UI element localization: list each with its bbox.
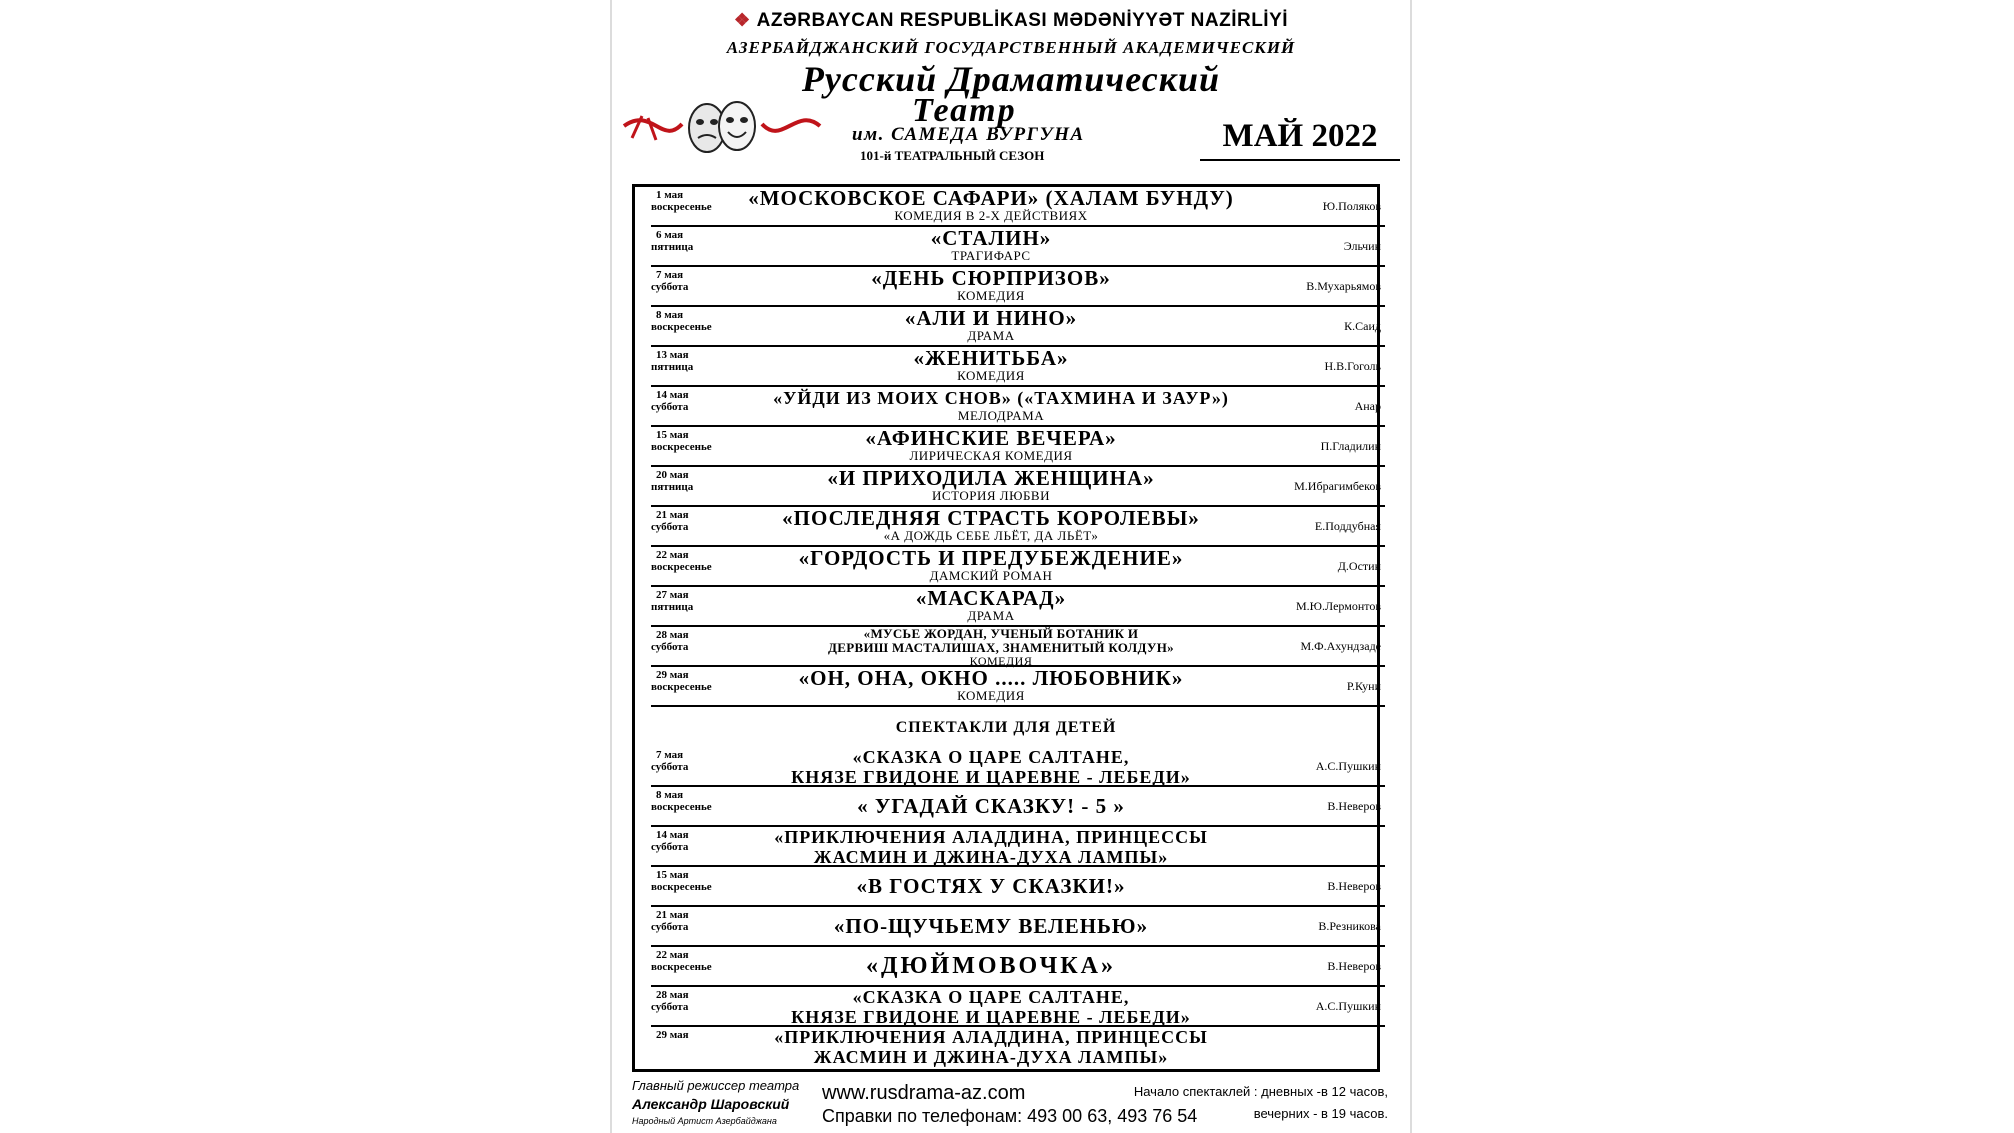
performance-date: 7 мая суббота <box>651 269 689 293</box>
performance-info <box>731 955 1251 977</box>
performance-info <box>731 227 1251 263</box>
ornament-icon: ❖ <box>733 10 751 30</box>
performance-title-line2: ДЕРВИШ МАСТАЛИШАХ, ЗНАМЕНИТЫЙ КОЛДУН» <box>828 640 1174 655</box>
director-name: Александр Шаровский <box>632 1096 790 1112</box>
table-row <box>651 507 1385 547</box>
performance-title: «ДЮЙМОВОЧКА» <box>866 953 1116 979</box>
table-row <box>651 667 1385 707</box>
performance-author: В.Неверов <box>1327 879 1381 893</box>
table-row <box>651 467 1385 507</box>
performance-title: «ПОСЛЕДНЯЯ СТРАСТЬ КОРОЛЕВЫ» <box>782 506 1200 530</box>
performance-date: 21 мая суббота <box>651 909 689 933</box>
performance-info <box>731 187 1251 223</box>
table-row <box>651 1027 1385 1065</box>
performance-date: 15 мая воскресенье <box>651 429 712 453</box>
performance-title-line2: КНЯЗЕ ГВИДОНЕ И ЦАРЕВНЕ - ЛЕБЕДИ» <box>791 1007 1191 1027</box>
performance-title: «СТАЛИН» <box>930 226 1052 250</box>
performance-date: 27 мая пятница <box>651 589 694 613</box>
performance-author: В.Неверов <box>1327 799 1381 813</box>
performance-info <box>731 467 1251 503</box>
performance-author: Эльчин <box>1343 239 1381 253</box>
table-row <box>651 907 1385 947</box>
table-row <box>651 387 1385 427</box>
performance-date: 28 мая суббота <box>651 629 689 653</box>
performance-title: «СКАЗКА О ЦАРЕ САЛТАНЕ, <box>852 747 1130 767</box>
performance-info <box>731 747 1251 787</box>
table-row <box>651 787 1385 827</box>
footer <box>612 1076 1410 1132</box>
performance-date: 20 мая пятница <box>651 469 694 493</box>
table-row <box>651 547 1385 587</box>
performance-author: В.Мухарьямов <box>1306 279 1381 293</box>
performance-author: Н.В.Гоголь <box>1324 359 1381 373</box>
start-time-day: Начало спектаклей : дневных -в 12 часов, <box>1133 1084 1388 1099</box>
performance-date: 29 мая <box>656 1029 689 1041</box>
performance-info <box>731 427 1251 463</box>
performance-title: «ГОРДОСТЬ И ПРЕДУБЕЖДЕНИЕ» <box>798 546 1184 570</box>
table-row <box>651 867 1385 907</box>
performance-info <box>731 587 1251 623</box>
table-row <box>651 747 1385 787</box>
performance-date: 22 мая воскресенье <box>651 549 712 573</box>
performance-title-line2: КНЯЗЕ ГВИДОНЕ И ЦАРЕВНЕ - ЛЕБЕДИ» <box>791 767 1191 787</box>
performance-title: «ПРИКЛЮЧЕНИЯ АЛАДДИНА, ПРИНЦЕССЫ <box>774 1027 1208 1047</box>
theatre-masks-icon <box>622 96 822 156</box>
performance-info <box>731 875 1251 897</box>
ministry-header: ❖ AZƏRBAYCAN RESPUBLİKASI MƏDƏNİYYƏT NAZİRLİYİ <box>733 10 1289 31</box>
performance-title: «ПО-ЩУЧЬЕМУ ВЕЛЕНЬЮ» <box>833 914 1149 938</box>
performance-title: «АЛИ И НИНО» <box>904 306 1078 330</box>
table-row <box>651 187 1385 227</box>
performance-title: «ПРИКЛЮЧЕНИЯ АЛАДДИНА, ПРИНЦЕССЫ <box>774 827 1208 847</box>
performance-author: В.Резникова <box>1318 919 1381 933</box>
performance-title: «ДЕНЬ СЮРПРИЗОВ» <box>871 266 1111 290</box>
performance-genre: ЛИРИЧЕСКАЯ КОМЕДИЯ <box>909 448 1073 463</box>
month-label: МАЙ 2022 <box>1200 118 1400 161</box>
performance-author: Ю.Поляков <box>1322 199 1381 213</box>
performance-author: Р.Куни <box>1346 679 1381 693</box>
performance-info <box>731 347 1251 383</box>
performance-info <box>731 827 1251 867</box>
director-role: Главный режиссер театра <box>632 1078 800 1093</box>
performance-title: « УГАДАЙ СКАЗКУ! - 5 » <box>857 794 1125 818</box>
table-row <box>651 427 1385 467</box>
performance-info <box>731 307 1251 343</box>
table-row <box>651 347 1385 387</box>
performance-date: 21 мая суббота <box>651 509 689 533</box>
poster <box>610 0 1412 1133</box>
table-row <box>651 587 1385 627</box>
performance-info <box>731 507 1251 543</box>
performance-author: Д.Остин <box>1337 559 1381 573</box>
table-row <box>651 827 1385 867</box>
performance-author: В.Неверов <box>1327 959 1381 973</box>
performance-title: «В ГОСТЯХ У СКАЗКИ!» <box>856 874 1126 898</box>
performance-title: «АФИНСКИЕ ВЕЧЕРА» <box>865 426 1117 450</box>
performance-info <box>731 267 1251 303</box>
academic-subtitle: АЗЕРБАЙДЖАНСКИЙ ГОСУДАРСТВЕННЫЙ АКАДЕМИЧЕСКИЙ <box>726 38 1296 57</box>
performance-title: «МАСКАРАД» <box>915 586 1067 610</box>
director-title: Народный Артист Азербайджана <box>632 1116 777 1126</box>
performance-title: «МУСЬЕ ЖОРДАН, УЧЕНЫЙ БОТАНИК И <box>863 626 1139 641</box>
performance-info <box>731 915 1251 937</box>
season-label: 101-й ТЕАТРАЛЬНЫЙ СЕЗОН <box>860 148 1045 163</box>
theatre-title-word: Театр <box>912 92 1017 129</box>
performance-genre: ДРАМА <box>967 608 1015 623</box>
performance-info <box>741 627 1261 668</box>
performance-author: М.Ибрагимбеков <box>1294 479 1381 493</box>
performance-title-line2: ЖАСМИН И ДЖИНА-ДУХА ЛАМПЫ» <box>813 1047 1169 1067</box>
table-row <box>651 627 1385 667</box>
performance-genre: МЕЛОДРАМА <box>957 408 1045 423</box>
performance-date: 28 мая суббота <box>651 989 689 1013</box>
performance-author: А.С.Пушкин <box>1315 999 1381 1013</box>
performance-author: К.Саид <box>1344 319 1381 333</box>
named-after: им. САМЕДА ВУРГУНА <box>852 124 1085 145</box>
performance-author: М.Ф.Ахундзаде <box>1300 639 1381 653</box>
performance-genre: ИСТОРИЯ ЛЮБВИ <box>932 488 1050 503</box>
performance-title: «СКАЗКА О ЦАРЕ САЛТАНЕ, <box>852 987 1130 1007</box>
theatre-title: Русский Драматический <box>801 59 1221 99</box>
performance-date: 15 мая воскресенье <box>651 869 712 893</box>
table-row <box>651 987 1385 1027</box>
schedule-table <box>632 184 1380 1072</box>
performance-author: П.Гладилин <box>1320 439 1381 453</box>
performance-info <box>731 667 1251 703</box>
performance-genre: ДАМСКИЙ РОМАН <box>929 568 1053 583</box>
website-link[interactable]: www.rusdrama-az.com <box>822 1082 1026 1104</box>
performance-genre: «А ДОЖДЬ СЕБЕ ЛЬЁТ, ДА ЛЬЁТ» <box>883 528 1099 543</box>
performance-genre: КОМЕДИЯ <box>957 368 1025 383</box>
performance-author: Анар <box>1354 399 1381 413</box>
performance-date: 29 мая воскресенье <box>651 669 712 693</box>
performance-title: «УЙДИ ИЗ МОИХ СНОВ» («ТАХМИНА И ЗАУР») <box>773 388 1229 408</box>
performance-date: 6 мая пятница <box>651 229 694 253</box>
performance-author: Е.Поддубная <box>1314 519 1381 533</box>
performance-genre: КОМЕДИЯ <box>957 688 1025 703</box>
performance-info <box>731 547 1251 583</box>
performance-date: 14 мая суббота <box>651 389 689 413</box>
performance-date: 8 мая воскресенье <box>651 309 712 333</box>
performance-genre: ДРАМА <box>967 328 1015 343</box>
performance-info <box>731 1027 1251 1067</box>
table-row <box>651 227 1385 267</box>
performance-title: «ОН, ОНА, ОКНО ..... ЛЮБОВНИК» <box>798 666 1184 690</box>
phone-info: Справки по телефонам: 493 00 63, 493 76 54 <box>822 1106 1198 1126</box>
performance-date: 13 мая пятница <box>651 349 694 373</box>
performance-date: 22 мая воскресенье <box>651 949 712 973</box>
performance-title: «ЖЕНИТЬБА» <box>913 346 1069 370</box>
performance-date: 7 мая суббота <box>651 749 689 773</box>
performance-author: М.Ю.Лермонтов <box>1296 599 1381 613</box>
table-row <box>651 307 1385 347</box>
performance-date: 8 мая воскресенье <box>651 789 712 813</box>
performance-genre: КОМЕДИЯ <box>957 288 1025 303</box>
kids-section-heading: СПЕКТАКЛИ ДЛЯ ДЕТЕЙ <box>895 719 1117 736</box>
performance-title: «И ПРИХОДИЛА ЖЕНЩИНА» <box>827 466 1155 490</box>
performance-genre: ТРАГИФАРС <box>951 248 1031 263</box>
table-row <box>651 947 1385 987</box>
performance-genre: КОМЕДИЯ В 2-Х ДЕЙСТВИЯХ <box>894 208 1088 223</box>
performance-title: «МОСКОВСКОЕ САФАРИ» (ХАЛАМ БУНДУ) <box>748 186 1234 210</box>
performance-genre: КОМЕДИЯ <box>969 654 1033 668</box>
start-time-evening: вечерних - в 19 часов. <box>1253 1106 1388 1121</box>
performance-author: А.С.Пушкин <box>1315 759 1381 773</box>
performance-info <box>721 387 1281 423</box>
performance-date: 1 мая воскресенье <box>651 189 712 213</box>
performance-title-line2: ЖАСМИН И ДЖИНА-ДУХА ЛАМПЫ» <box>813 847 1169 867</box>
table-row <box>651 267 1385 307</box>
performance-info <box>731 987 1251 1027</box>
performance-info <box>731 795 1251 817</box>
performance-date: 14 мая суббота <box>651 829 689 853</box>
